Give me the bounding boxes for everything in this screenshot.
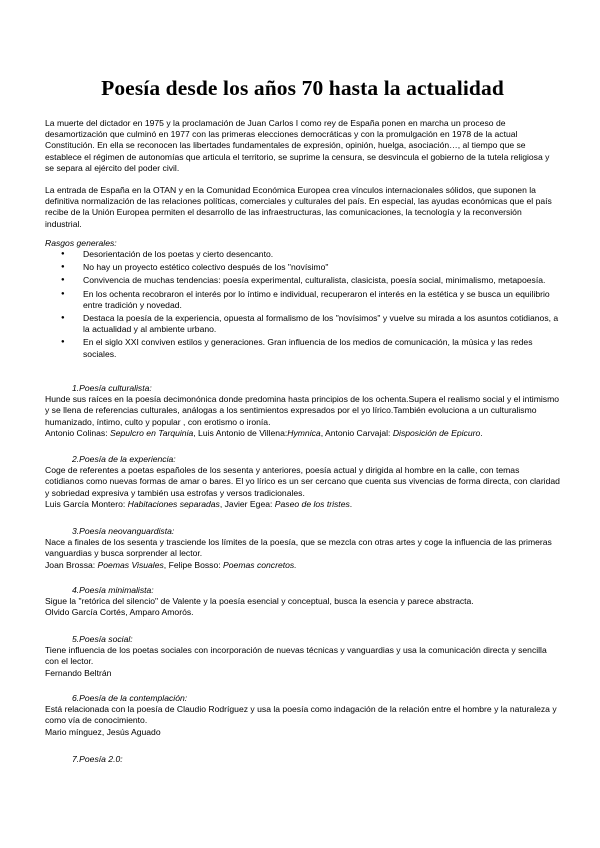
author-name: . xyxy=(480,427,483,438)
section-body: Hunde sus raíces en la poesía decimonónica donde predomina hasta principios de los ochenta.Supera el realismo social y el intimismo y se llena de referencias culturales, análogas a los sentimientos expresados por el yo lírico.También evoluciona a un culturalismo humanizado, íntimo, culto y popular , con erotismo o ironía. xyxy=(45,394,560,427)
section-authors xyxy=(45,560,560,571)
section-social xyxy=(45,634,560,679)
document-title: Poesía desde los años 70 hasta la actualidad xyxy=(101,76,504,100)
section-body: Coge de referentes a poetas españoles de los sesenta y anteriores, poesía actual y dirigida al hombre en la calle, con temas cotidianos como nuevas formas de amar o bares. El yo lírico es un ser cercano que cuenta sus vivencias de forma directa, con claridad y sobriedad expresiva y también usa estrofas y versos tradicionales. xyxy=(45,465,560,498)
author-name: Joan Brossa: xyxy=(45,559,98,570)
rasgos-item: ● Convivencia de muchas tendencias: poesía experimental, culturalista, clasicista, poesía social, minimalismo, metapoesía. xyxy=(45,275,560,286)
rasgos-item: ● No hay un proyecto estético colectivo después de los "novísimo" xyxy=(45,262,560,273)
section-title: 6.Poesía de la contemplación: xyxy=(72,693,188,703)
author-name: , Felipe Bosso: xyxy=(163,559,224,570)
rasgos-list xyxy=(45,249,560,362)
section-authors xyxy=(45,668,560,679)
section-culturalista xyxy=(45,383,560,439)
section-authors xyxy=(45,428,560,439)
section-title: 4.Poesía minimalista: xyxy=(72,585,154,595)
author-name: Fernando Beltrán xyxy=(45,667,112,678)
rasgos-title: Rasgos generales: xyxy=(45,238,117,248)
section-body: Tiene influencia de los poetas sociales con incorporación de nuevas técnicas y vanguardias y usa la comunicación directa y sencilla con el lector. xyxy=(45,645,547,667)
rasgos-item: ● En el siglo XXI conviven estilos y generaciones. Gran influencia de los medios de comunicación, la música y las redes sociales. xyxy=(45,337,560,359)
author-name: Luis García Montero: xyxy=(45,498,128,509)
section-authors xyxy=(45,607,560,618)
work-title: Poemas concretos. xyxy=(223,559,297,570)
section-contemplacion xyxy=(45,693,560,738)
section-authors xyxy=(45,727,560,738)
work-title: Habitaciones separadas xyxy=(127,498,220,509)
work-title: Sepulcro en Tarquinia xyxy=(109,427,194,438)
section-body: Sigue la "retórica del silencio" de Valente y la poesía esencial y conceptual, busca la esencia y parece abstracta. xyxy=(45,596,474,607)
section-title: 5.Poesía social: xyxy=(72,634,133,644)
rasgos-item: ● Desorientación de los poetas y cierto desencanto. xyxy=(45,249,560,260)
author-name: , Javier Egea: xyxy=(219,498,275,509)
author-name: , Antonio Carvajal: xyxy=(320,427,393,438)
section-poesia-2-0 xyxy=(45,754,560,765)
author-name: Antonio Colinas: xyxy=(45,427,110,438)
section-minimalista xyxy=(45,585,560,619)
section-body: Está relacionada con la poesía de Claudio Rodríguez y usa la poesía como indagación de la relación entre el hombre y la naturaleza y como vía de conocimiento. xyxy=(45,704,557,726)
intro-paragraph-2: La entrada de España en la OTAN y en la Comunidad Económica Europea crea vínculos internacionales sólidos, que suponen la definitiva normalización de las relaciones políticas, comerciales y culturales del país. En especial, las ayudas económicas que el país recibe de la Unión Europea permiten el desarrollo de las infraestructuras, las comunicaciones, la tecnología y la reconversión industrial. xyxy=(45,185,552,229)
author-name: , Luis Antonio de Villena: xyxy=(193,427,288,438)
section-title: 7.Poesía 2.0: xyxy=(72,754,123,764)
rasgos-item: ● En los ochenta recobraron el interés por lo íntimo e individual, recuperaron el interés en la estética y se busca un equilibrio entre tradición y novedad. xyxy=(45,289,560,311)
section-authors xyxy=(45,499,560,510)
work-title: Disposición de Epicuro xyxy=(392,427,481,438)
section-title: 1.Poesía culturalista: xyxy=(72,383,152,393)
section-title: 2.Poesía de la experiencia: xyxy=(72,454,176,464)
intro-paragraph-1: La muerte del dictador en 1975 y la proclamación de Juan Carlos I como rey de España ponen en marcha un proceso de desamortización que culminó en 1977 con las primeras elecciones democráticas y con la promulgación en 1978 de la actual Constitución. En ella se reconocen las libertades fundamentales de expresión, opinión, huelga, asociación…, al tiempo que se establece el régimen de autonomías que articula el territorio, se suprime la censura, se desvincula el gobierno de la tutela religiosa y se separa al ejército del poder civil. xyxy=(45,118,550,173)
author-name: . xyxy=(349,498,353,509)
section-title: 3.Poesía neovanguardista: xyxy=(72,526,175,536)
section-neovanguardista xyxy=(45,526,560,571)
section-experiencia xyxy=(45,454,560,510)
work-title: Poemas Visuales xyxy=(97,559,164,570)
work-title: Paseo de los tristes xyxy=(274,498,350,509)
author-name: Mario mínguez, Jesús Aguado xyxy=(45,726,161,737)
rasgos-item: ● Destaca la poesía de la experiencia, opuesta al formalismo de los "novísimos" y vuelve su mirada a los asuntos cotidianos, a la actualidad y al ambiente urbano. xyxy=(45,313,560,335)
work-title: Hymnica xyxy=(287,427,321,438)
author-name: Olvido García Cortés, Amparo Amorós. xyxy=(45,607,194,618)
section-body: Nace a finales de los sesenta y trasciende los límites de la poesía, que se mezcla con otras artes y coge la influencia de las primeras vanguardias y busca sorprender al lector. xyxy=(45,537,552,559)
